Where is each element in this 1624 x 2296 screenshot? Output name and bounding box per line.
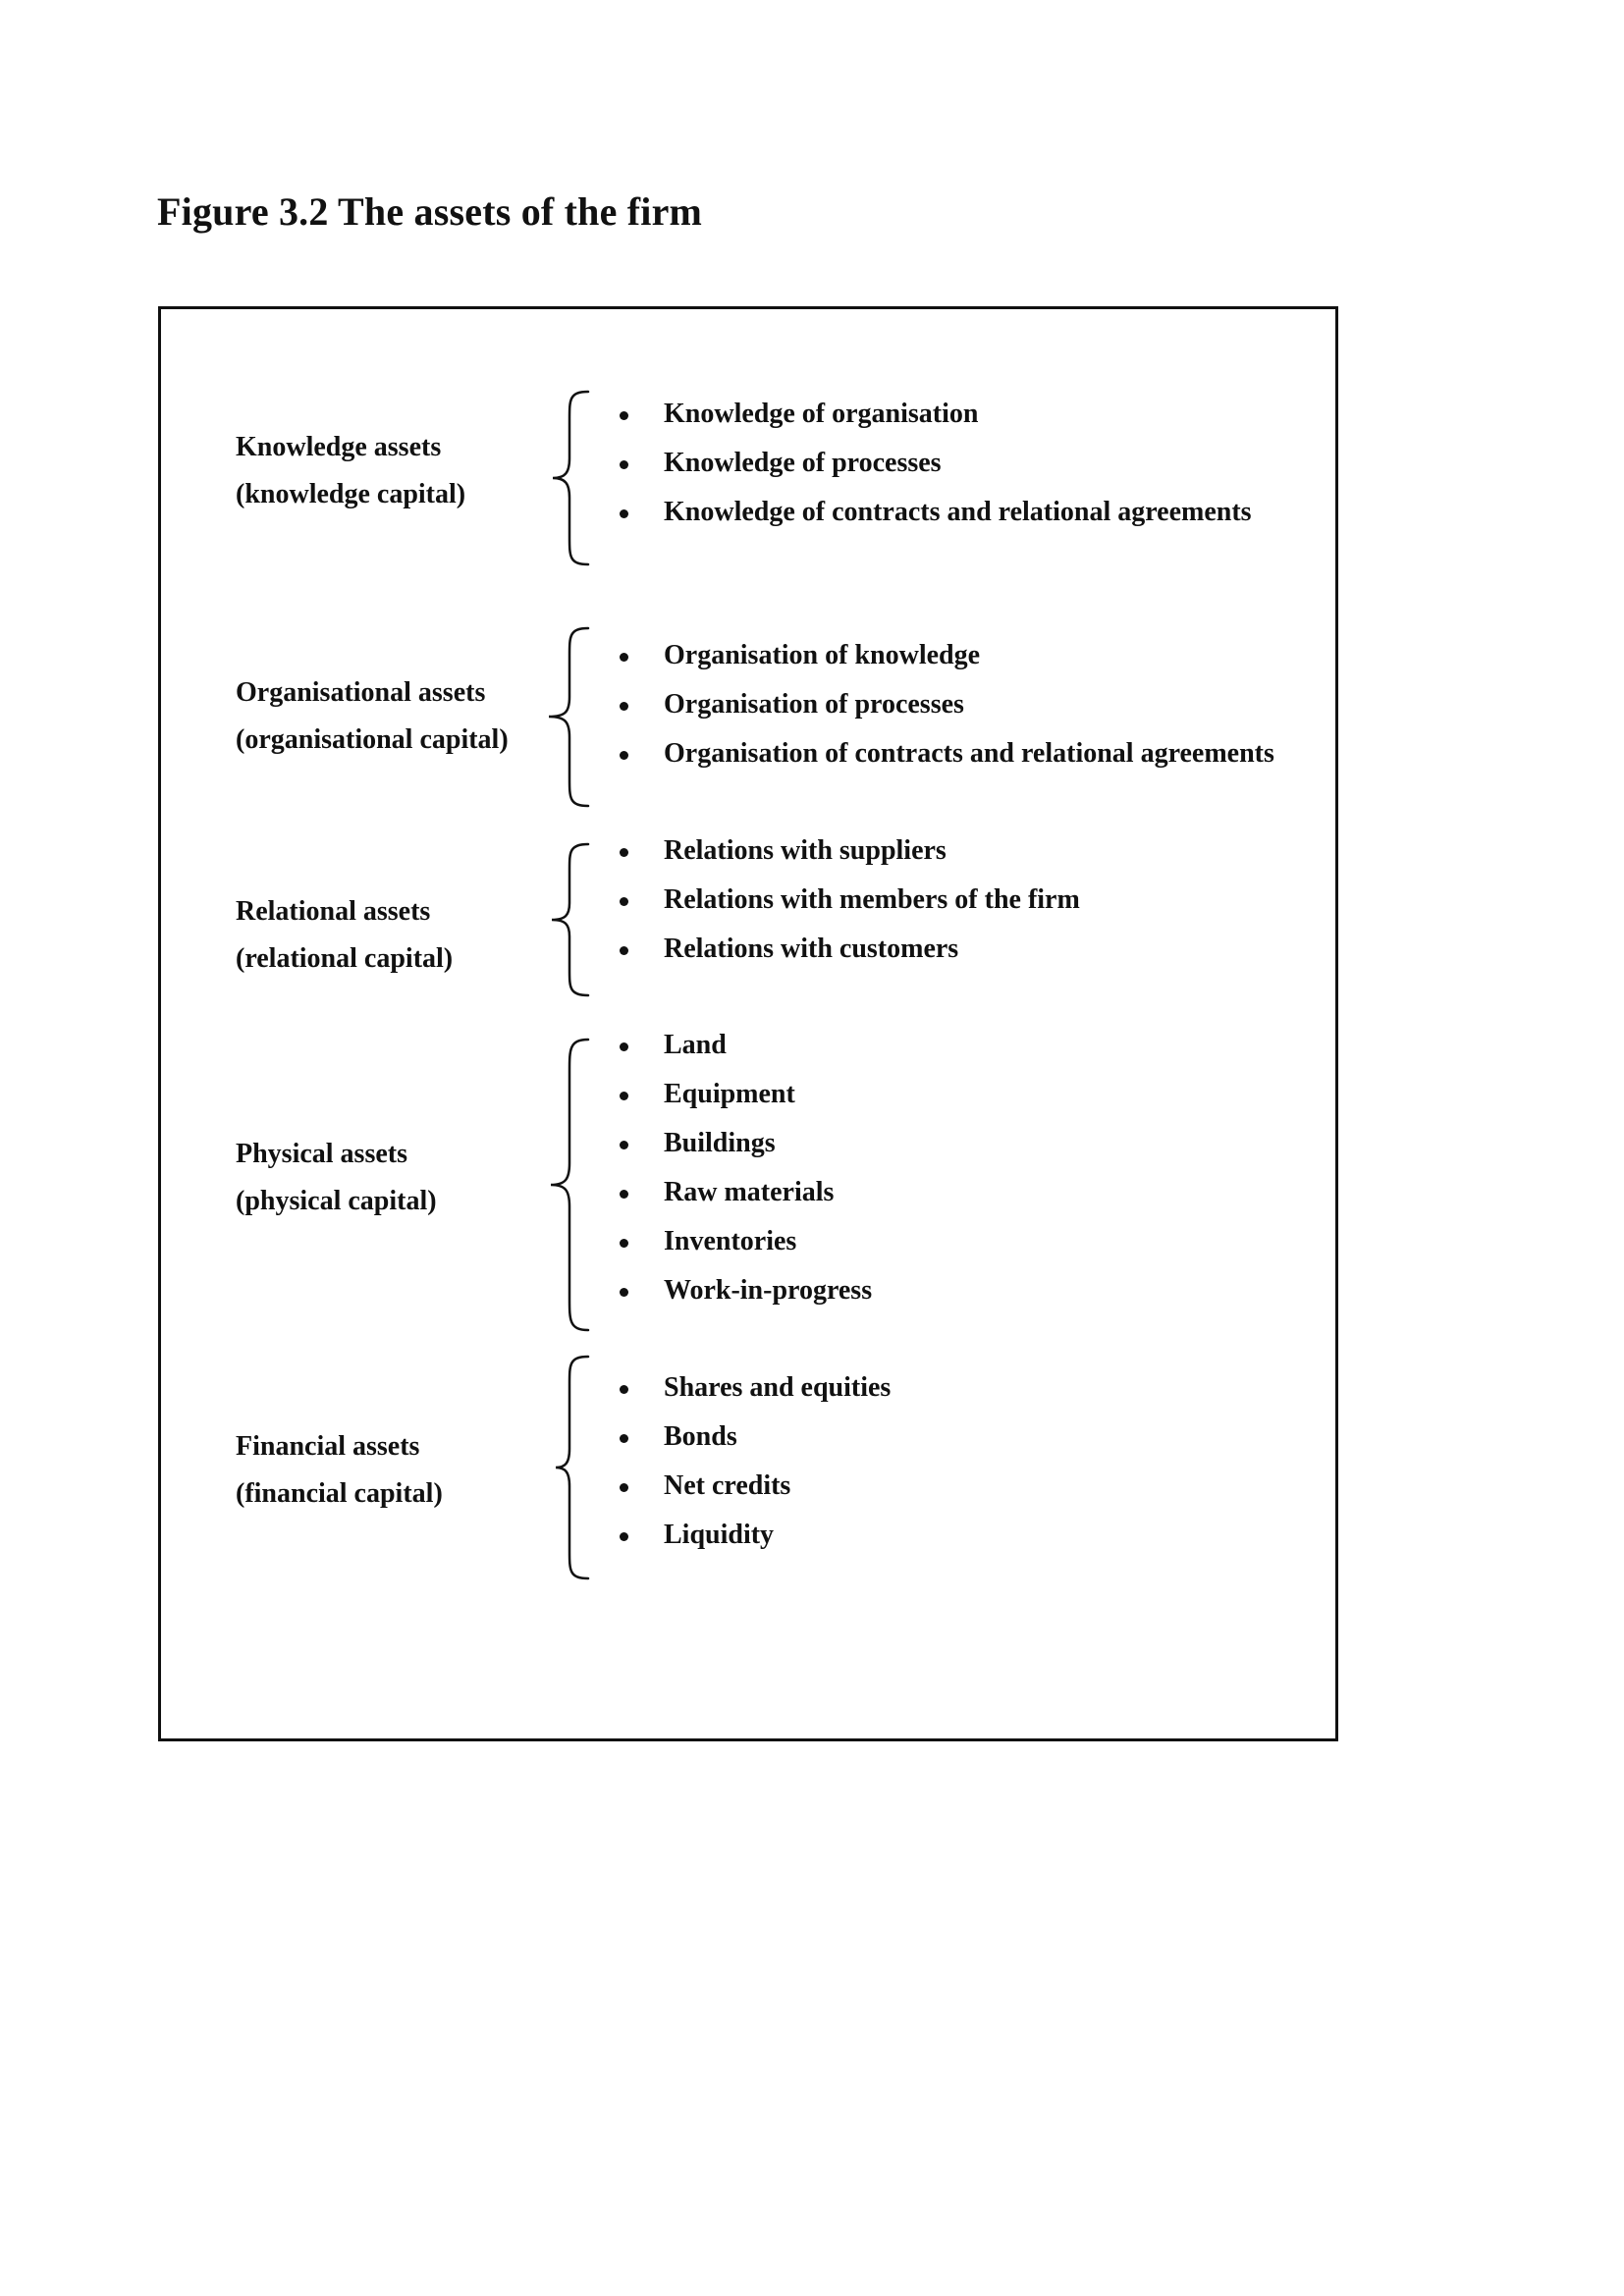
list-item: Buildings [598,1119,872,1168]
bullet-icon [620,1434,628,1443]
bullet-icon [620,411,628,420]
item-list [598,827,1080,974]
list-item: Relations with members of the firm [598,876,1080,925]
list-item: Equipment [598,1070,872,1119]
bullet-icon [620,1141,628,1149]
bullet-icon [620,1483,628,1492]
group-subtitle: (knowledge capital) [236,479,466,509]
bullet-icon [620,1042,628,1051]
group-name: Organisational assets [236,677,486,708]
group-label [236,669,509,764]
list-item: Knowledge of processes [598,439,1252,488]
bullet-icon [620,460,628,469]
figure-title: Figure 3.2 The assets of the firm [157,189,703,234]
group-subtitle: (financial capital) [236,1478,443,1509]
brace-icon [544,390,603,566]
bullet-icon [620,1288,628,1297]
list-item: Land [598,1021,872,1070]
bullet-icon [620,1092,628,1100]
list-item: Relations with suppliers [598,827,1080,876]
list-item: Organisation of processes [598,680,1274,729]
bullet-icon [620,509,628,518]
brace-icon [544,1038,603,1332]
list-item: Inventories [598,1217,872,1266]
group-name: Financial assets [236,1431,420,1462]
bullet-icon [620,751,628,760]
bullet-icon [620,1190,628,1199]
item-list [598,1363,891,1560]
list-item: Organisation of knowledge [598,631,1274,680]
list-item: Work-in-progress [598,1266,872,1315]
list-item: Raw materials [598,1168,872,1217]
list-item: Net credits [598,1462,891,1511]
item-list [598,1021,872,1315]
list-item: Liquidity [598,1511,891,1560]
list-item: Organisation of contracts and relational agreements [598,729,1274,778]
list-item: Bonds [598,1413,891,1462]
bullet-icon [620,897,628,906]
list-item: Knowledge of contracts and relational agreements [598,488,1252,537]
brace-icon [544,626,603,808]
item-list [598,390,1252,537]
group-subtitle: (physical capital) [236,1186,437,1216]
bullet-icon [620,653,628,662]
group-label [236,888,453,983]
group-name: Relational assets [236,896,431,927]
group-name: Physical assets [236,1139,407,1169]
bullet-icon [620,1239,628,1248]
bullet-icon [620,1532,628,1541]
bullet-icon [620,702,628,711]
list-item: Relations with customers [598,925,1080,974]
brace-icon [544,1355,603,1580]
list-item: Shares and equities [598,1363,891,1413]
bullet-icon [620,848,628,857]
group-subtitle: (organisational capital) [236,724,509,755]
diagram-frame [158,306,1338,1741]
item-list [598,631,1274,778]
group-subtitle: (relational capital) [236,943,454,974]
brace-icon [544,842,603,997]
group-label [236,1423,443,1518]
list-item: Knowledge of organisation [598,390,1252,439]
group-name: Knowledge assets [236,432,442,462]
bullet-icon [620,946,628,955]
bullet-icon [620,1385,628,1394]
group-label [236,424,465,518]
group-label [236,1131,437,1225]
